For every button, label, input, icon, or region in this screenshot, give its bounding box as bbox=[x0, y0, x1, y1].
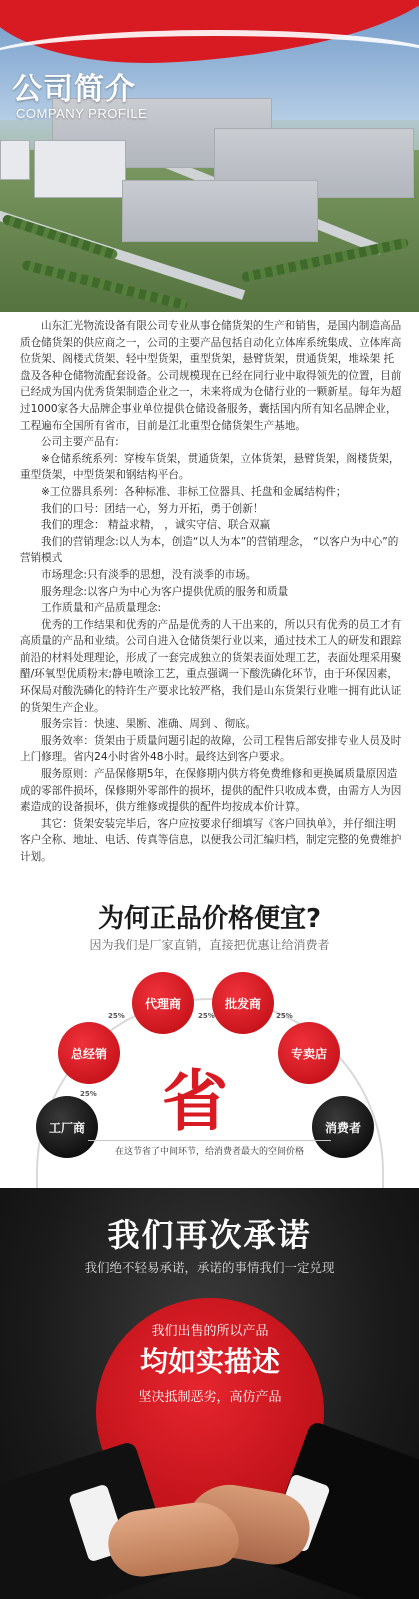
profile-paragraph: 优秀的工作结果和优秀的产品是优秀的人干出来的，所以只有优秀的员工才有高质量的产品和业绩。公司自进入仓储货架行业以来，通过技术工人的研发和跟踪前沿的材料处理理论，形成了一套完成独立的货架表面处理工艺，表面处理采用聚醋/环氧型优质粉末;静电喷涂工艺，重点强调一下酸洗磷化环节，由于环保因素，环保局对酸洗磷化的特许生产要求比较严格，我们是山东货架行业唯一拥有此认证的货架生产企业。 bbox=[20, 618, 402, 714]
profile-paragraph: 服务宗旨：快速、果断、准确、周到 、彻底。 bbox=[41, 718, 257, 731]
node-wholesaler bbox=[212, 972, 274, 1034]
node-label: 代理商 bbox=[144, 996, 181, 1011]
price-note: 在这节省了中间环节，给消费者最大的空间价格 bbox=[88, 1140, 331, 1157]
node-label: 消费者 bbox=[324, 1120, 361, 1135]
price-title: 为何正品价格便宜? bbox=[97, 904, 322, 934]
promise-section bbox=[0, 1188, 419, 1599]
percent-label: 25% bbox=[108, 1012, 125, 1020]
node-retail-store bbox=[278, 1022, 340, 1084]
percent-label: 25% bbox=[80, 1090, 97, 1098]
profile-paragraph: 市场理念:只有淡季的思想，没有淡季的市场。 bbox=[41, 568, 257, 581]
promise-title: 我们再次承诺 bbox=[107, 1216, 312, 1254]
profile-paragraph: ※仓储系统系列：穿梭车货架，贯通货架，立体货架，悬臂货架，阁楼货架，重型货架，中型货架和钢结构平台。 bbox=[20, 452, 400, 482]
price-explanation bbox=[0, 898, 419, 1188]
profile-paragraph: 服务效率：货架由于质量问题引起的故障，公司工程售后部安排专业人员及时上门修理。省内24小时省外48小时。最终达到客户要求。 bbox=[20, 734, 402, 764]
promise-subtitle: 我们绝不轻易承诺，承诺的事情我们一定兑现 bbox=[84, 1260, 335, 1275]
node-label: 总经销 bbox=[70, 1046, 107, 1061]
promise-circle-bottom: 坚决抵制恶劣，高仿产品 bbox=[138, 1390, 282, 1405]
profile-paragraph: 工作质量和产品质量理念: bbox=[41, 602, 162, 615]
warehouse-building bbox=[122, 180, 318, 242]
profile-text bbox=[20, 318, 403, 866]
profile-title: 公司简介 bbox=[12, 72, 136, 107]
profile-subtitle: COMPANY PROFILE bbox=[16, 106, 148, 121]
promise-circle-main: 均如实描述 bbox=[139, 1345, 280, 1378]
node-label: 批发商 bbox=[224, 996, 261, 1011]
node-label: 专卖店 bbox=[290, 1046, 327, 1061]
profile-paragraph: 服务原则：产品保修期5年，在保修期内供方将免费维修和更换属质量原因造成的零部件损坏，保修期外零部件的损坏，提供的配件只收成本费，由需方人为因素造成的设备损坏，供方维修或提供的配件均按成本价计算。 bbox=[20, 768, 402, 814]
small-building bbox=[0, 140, 30, 180]
office-building bbox=[34, 140, 126, 198]
percent-label: 25% bbox=[276, 1012, 293, 1020]
percent-label: 25% bbox=[198, 1012, 215, 1020]
promise-circle-top: 我们出售的所以产品 bbox=[151, 1324, 269, 1339]
node-general-distributor bbox=[58, 1022, 120, 1084]
profile-paragraph: 我们的理念： 精益求精， ，诚实守信、联合双赢 bbox=[41, 519, 271, 532]
company-profile-banner bbox=[0, 0, 419, 312]
profile-paragraph: 我们的营销理念:以人为本，创造“以人为本”的营销理念， “以客户为中心”的营销模式 bbox=[20, 535, 399, 565]
node-agent bbox=[132, 972, 194, 1034]
profile-paragraph: 其它：货架安装完毕后，客户应按要求仔细填写《客户回执单》，并仔细注明客户全称、地址、电话、传真等信息，以便我公司汇编归档，制定完整的免费维护计划。 bbox=[20, 817, 402, 863]
node-label: 工厂商 bbox=[48, 1120, 85, 1135]
profile-paragraph: 山东汇光物流设备有限公司专业从事仓储货架的生产和销售，是国内制造高品质仓储货架的供应商之一，公司的主要产品包括自动化立体库系统集成、立体库高位货架、阁楼式货架、轻中型货架，重型货架，悬臂货架，贯通货架，堆垛架 托盘及各种仓储物流配套设备。公司规模现在已经在同行业中取得领先的位置，目前已经成为国内优秀货架制造企业之一，未来将成为仓储行业的一颗新星。每年为超过1000家各大品牌企事业单位提供仓储设备服务，囊括国内所有知名品牌企业，工程遍布全国所有省市，目前是江北重型仓储货架生产基地。 bbox=[20, 320, 402, 432]
save-character: 省 bbox=[162, 1062, 228, 1140]
price-subtitle: 因为我们是厂家直销，直接把优惠让给消费者 bbox=[89, 938, 330, 952]
profile-paragraph: 我们的口号：团结一心，努力开拓，勇于创新！ bbox=[41, 502, 264, 515]
profile-paragraph: 服务理念:以客户为中心为客户提供优质的服务和质量 bbox=[41, 585, 289, 598]
profile-paragraph: ※工位器具系列：各种标准、非标工位器具、托盘和金属结构件； bbox=[41, 485, 347, 498]
profile-paragraph: 公司主要产品有: bbox=[41, 436, 119, 449]
